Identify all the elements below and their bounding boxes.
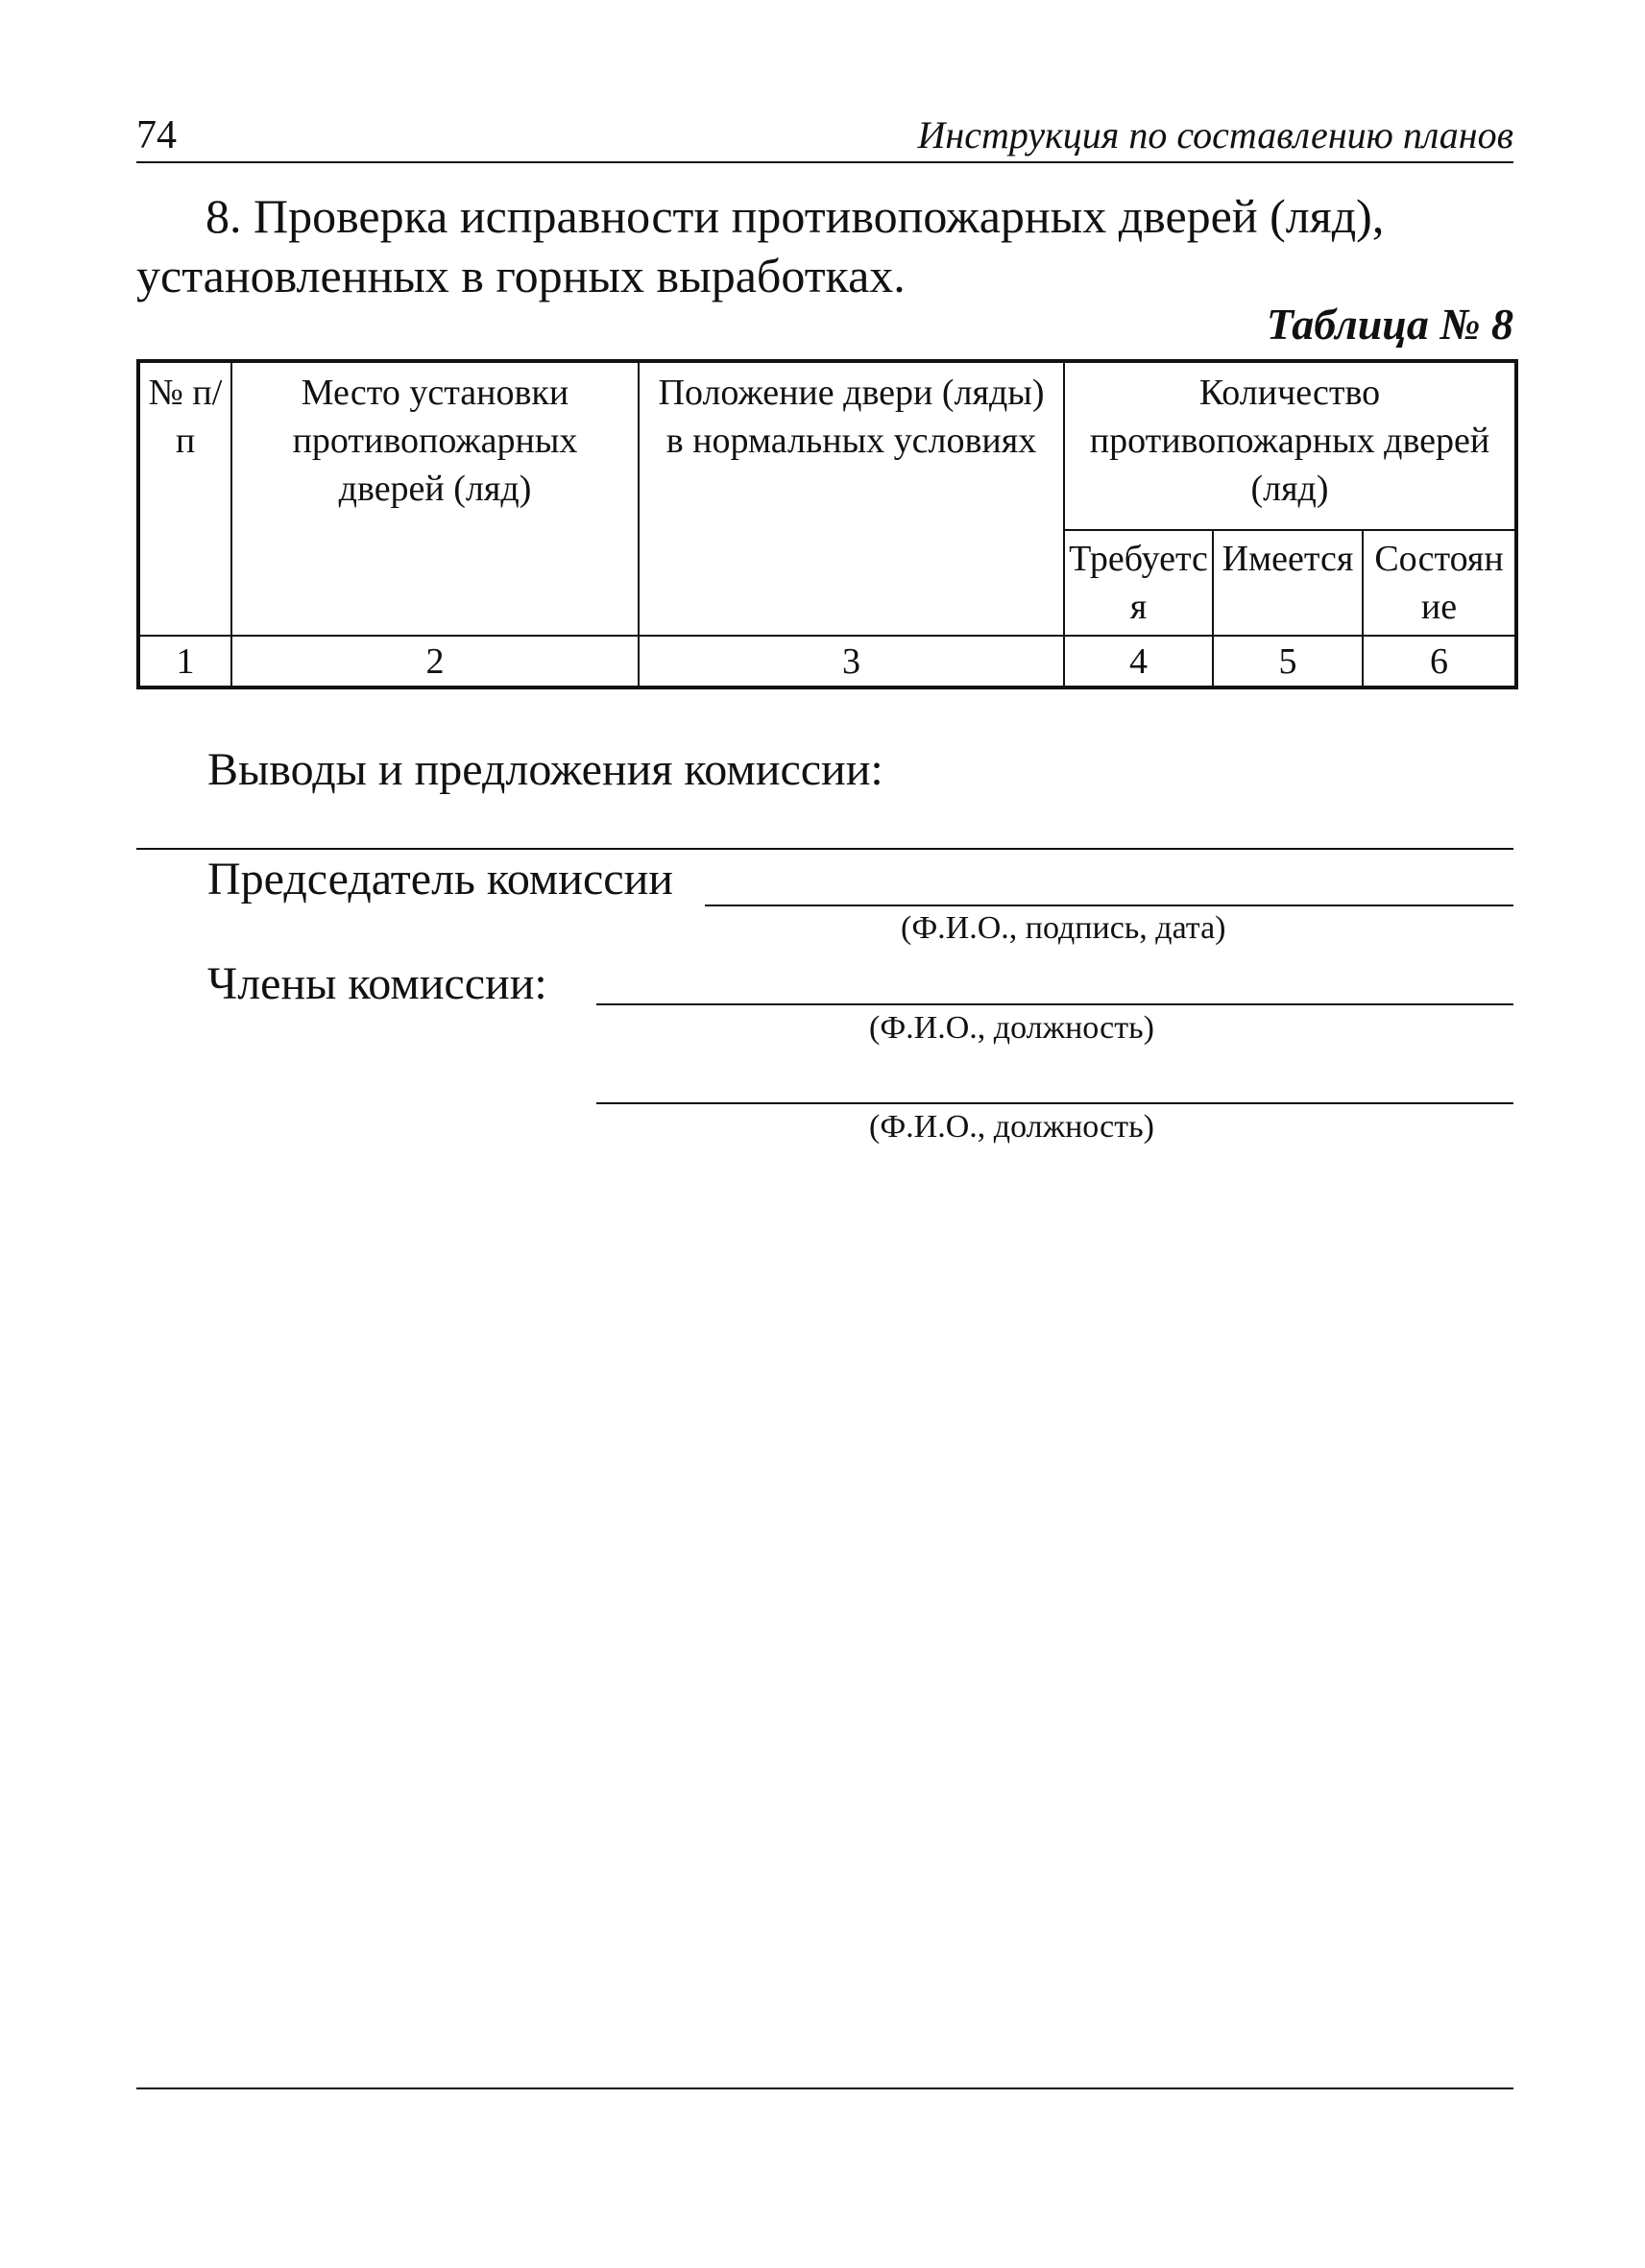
header-cell-quantity bbox=[1064, 361, 1516, 530]
table-caption: Таблица № 8 bbox=[1266, 300, 1513, 349]
member-hint-1: (Ф.И.О., должность) bbox=[869, 1010, 1154, 1046]
header-location-label: Место установки противопожарных дверей (ляд) bbox=[292, 373, 578, 509]
footer-rule bbox=[136, 2087, 1513, 2089]
conclusions-fill-line[interactable] bbox=[136, 848, 1513, 850]
column-number-cell: 3 bbox=[639, 636, 1064, 688]
chairman-hint: (Ф.И.О., подпись, дата) bbox=[901, 910, 1226, 946]
running-title: Инструкция по составлению планов bbox=[917, 113, 1513, 157]
doors-table bbox=[136, 359, 1518, 689]
member-signature-line-1[interactable] bbox=[596, 1003, 1513, 1005]
chairman-signature-line[interactable] bbox=[705, 905, 1513, 906]
column-number-cell: 4 bbox=[1064, 636, 1213, 688]
column-number-cell: 1 bbox=[138, 636, 231, 688]
header-number-label: № п/п bbox=[148, 373, 223, 461]
header-required-label: Требуется bbox=[1069, 539, 1208, 627]
column-number-cell: 6 bbox=[1363, 636, 1516, 688]
header-cell-condition bbox=[1363, 530, 1516, 636]
header-cell-position bbox=[639, 361, 1064, 636]
header-cell-required bbox=[1064, 530, 1213, 636]
header-quantity-label: Количество противопожарных дверей (ляд) bbox=[1089, 373, 1490, 509]
member-signature-line-2[interactable] bbox=[596, 1102, 1513, 1104]
header-cell-number bbox=[138, 361, 231, 636]
page-number: 74 bbox=[136, 113, 177, 157]
header-cell-location bbox=[231, 361, 639, 636]
member-hint-2: (Ф.И.О., должность) bbox=[869, 1109, 1154, 1145]
section-heading: 8. Проверка исправности противопожарных дверей (ляд), установленных в горных выработках. bbox=[136, 189, 1385, 302]
conclusions-label: Выводы и предложения комиссии: bbox=[207, 744, 883, 795]
header-rule bbox=[136, 161, 1513, 163]
column-number-cell: 5 bbox=[1213, 636, 1363, 688]
header-position-label: Положение двери (ляды) в нормальных условиях bbox=[658, 373, 1045, 461]
chairman-label: Председатель комиссии bbox=[207, 854, 673, 905]
members-label: Члены комиссии: bbox=[207, 958, 547, 1009]
header-condition-label: Состояние bbox=[1374, 539, 1504, 627]
header-available-label: Имеется bbox=[1222, 539, 1354, 579]
header-cell-available bbox=[1213, 530, 1363, 636]
column-number-cell: 2 bbox=[231, 636, 639, 688]
